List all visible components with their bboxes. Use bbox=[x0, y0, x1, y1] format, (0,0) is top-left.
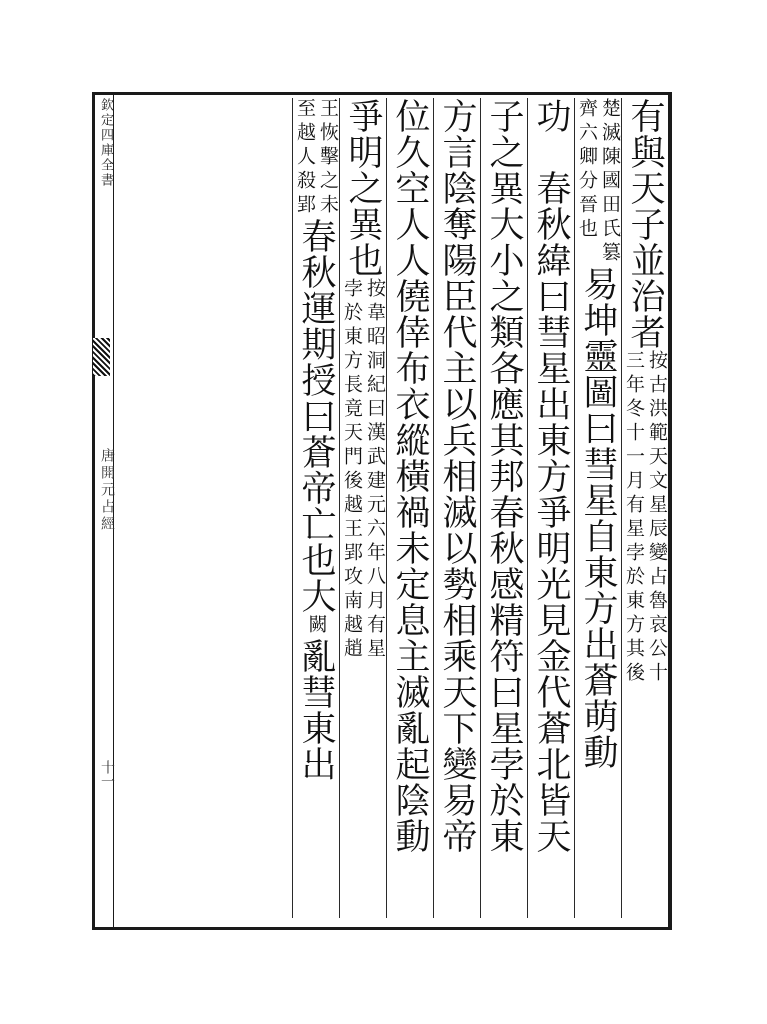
text-column-6 bbox=[386, 98, 433, 918]
column-content bbox=[623, 98, 667, 918]
commentary-note bbox=[306, 614, 327, 638]
book-title: 欽定四庫全書 bbox=[98, 98, 113, 188]
column-content bbox=[388, 98, 432, 918]
text-column-5 bbox=[433, 98, 480, 918]
main-text: 易坤靈圖曰彗星自東方出蒼萌動 bbox=[578, 266, 618, 770]
commentary-note bbox=[294, 98, 338, 218]
note-right-line: 按古洪範天文星辰變占魯哀公十 bbox=[646, 350, 668, 686]
column-content bbox=[341, 98, 385, 918]
column-content bbox=[435, 98, 479, 918]
text-columns bbox=[112, 98, 668, 918]
note-left-line: 至越人殺郢 bbox=[294, 98, 316, 218]
commentary-note bbox=[341, 278, 385, 662]
main-text: 功 春秋緯曰彗星出東方爭明光見金代蒼北皆天 bbox=[531, 98, 571, 854]
main-text: 方言陰奪陽臣代主以兵相滅以勢相乘天下變易帝 bbox=[437, 98, 477, 854]
fish-tail-mark bbox=[93, 338, 110, 376]
main-text: 亂彗東出 bbox=[296, 638, 336, 782]
note-left-line: 孛於東方長竟天門後越王郢攻南越趙 bbox=[341, 278, 363, 662]
note-right-line: 闕 bbox=[305, 614, 328, 638]
column-content bbox=[576, 98, 620, 918]
text-column-1 bbox=[621, 98, 668, 918]
running-title: 唐開元占經 bbox=[99, 448, 115, 533]
main-text: 位久空人人僥倖布衣縱橫禍未定息主滅亂起陰動 bbox=[390, 98, 430, 854]
text-column-3 bbox=[527, 98, 574, 918]
leaf-number: 十一 bbox=[99, 760, 115, 788]
commentary-note bbox=[576, 98, 620, 266]
column-content bbox=[529, 98, 573, 918]
text-column-4 bbox=[480, 98, 527, 918]
main-text: 爭明之異也 bbox=[343, 98, 383, 278]
note-right-line: 按韋昭洞紀曰漢武建元六年八月有星 bbox=[364, 278, 386, 662]
frame-border-right bbox=[668, 92, 672, 930]
main-text: 子之異大小之類各應其邦春秋感精符曰星孛於東 bbox=[484, 98, 524, 854]
text-column-2 bbox=[574, 98, 621, 918]
note-left-line: 齊六卿分晉也 bbox=[576, 98, 598, 242]
column-content bbox=[294, 98, 338, 918]
note-left-line: 三年冬十一月有星孛於東方其後 bbox=[623, 350, 645, 686]
note-right-line: 王恢擊之未 bbox=[317, 98, 339, 218]
note-right-line: 楚滅陳國田氏篡 bbox=[599, 98, 621, 266]
commentary-note bbox=[623, 350, 667, 686]
text-column-7 bbox=[339, 98, 386, 918]
main-text: 春秋運期授曰蒼帝亡也大 bbox=[296, 218, 336, 614]
text-column-8 bbox=[292, 98, 339, 918]
column-content bbox=[482, 98, 526, 918]
main-text: 有與天子並治者 bbox=[625, 98, 665, 350]
